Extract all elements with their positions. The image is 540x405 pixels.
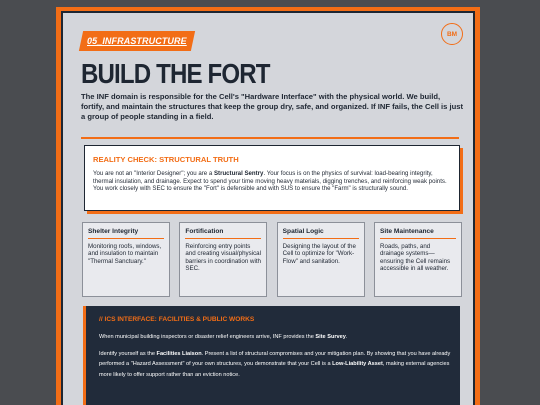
reality-check-text: You are not an "Interior Designer"; you are a Structural Sentry. Your focus is on the physics of survival: load-bearing integrity, thermal insulation, and drainage. Expect to spend your time moving heavy materials, digging trenches, and reinforcing weak points. You work closely with SEC to ensure the "Fort" is defensible and with SUS to ensure the "Farm" is structurally sound.: [93, 170, 447, 193]
intro-paragraph: The INF domain is responsible for the Cell's "Hardware Interface" with the physical world. We build, fortify, and maintain the structures that keep the group dry, safe, and organized. If INF fails, the Cell is just a group of people standing in a field.: [81, 92, 463, 121]
ics-paragraph-1: When municipal building inspectors or disaster relief engineers arrive, INF provides the Site Survey.: [99, 334, 348, 340]
card-title: Spatial Logic: [283, 228, 359, 239]
card-text: Roads, paths, and drainage systems—ensuring the Cell remains accessible in all weather.: [379, 243, 451, 273]
card-title: Shelter Integrity: [88, 228, 164, 239]
ics-interface-panel: [83, 306, 460, 405]
ics-heading: // ICS INTERFACE: FACILITIES & PUBLIC WORKS: [99, 316, 255, 323]
duty-cards: [82, 222, 462, 297]
document-page: [61, 11, 475, 405]
card-text: Reinforcing entry points and creating visual/physical barriers in coordination with SEC.: [185, 243, 261, 273]
card-text: Designing the layout of the Cell to optimize for "Work-Flow" and sanitation.: [282, 243, 356, 265]
ics-paragraph-2: Identify yourself as the Facilities Liaison. Present a list of structural compromises and your mitigation plan. By showing that you have already performed a "Hazard Assessment" of your own structures, you demonstrate that your Cell is a Low-Liability Asset, making external agencies more likely to offer support rather than an eviction notice.: [99, 350, 451, 378]
reality-check-emphasis: Structural Sentry: [213, 170, 264, 177]
reality-check-heading: REALITY CHECK: STRUCTURAL TRUTH: [93, 155, 239, 164]
section-tag-label: 05_INFRASTRUCTURE: [87, 36, 187, 46]
card-shelter-integrity: [82, 222, 170, 297]
section-tag: [79, 31, 195, 51]
card-text: Monitoring roofs, windows, and insulation to maintain "Thermal Sanctuary.": [88, 243, 162, 265]
card-spatial-logic: [277, 222, 365, 297]
page-title: BUILD THE FORT: [81, 58, 270, 89]
card-site-maintenance: [374, 222, 462, 297]
card-title: Fortification: [185, 228, 261, 239]
reality-check-box: [84, 145, 460, 211]
card-fortification: [179, 222, 267, 297]
section-divider: [81, 137, 459, 139]
author-badge: BM: [441, 23, 463, 45]
card-title: Site Maintenance: [380, 228, 456, 239]
